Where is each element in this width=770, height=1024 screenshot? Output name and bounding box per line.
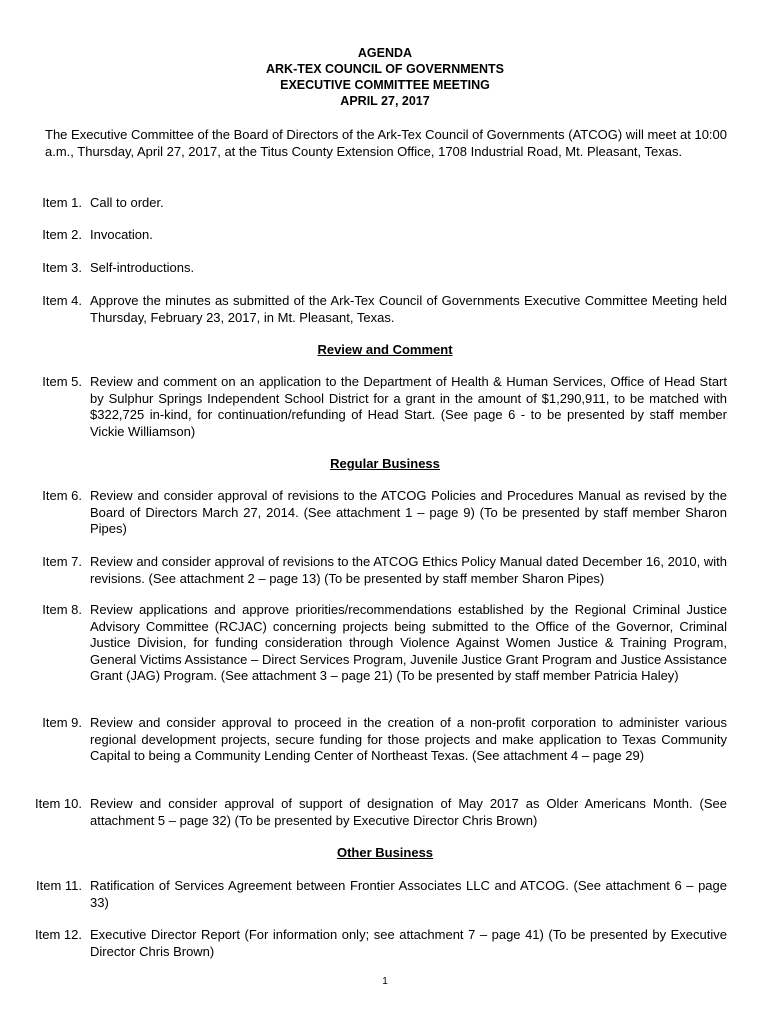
page-number: 1: [382, 976, 388, 987]
item-text: Review and consider approval of revisions to the ATCOG Policies and Procedures Manual as revised by the Board of Directors March 27, 2014. (See attachment 1 – page 9) (To be presented by staff member Sharon Pipes): [90, 488, 727, 536]
item-number: Item 3.: [42, 260, 82, 275]
item-text: Ratification of Services Agreement between Frontier Associates LLC and ATCOG. (See attachment 6 – page 33): [90, 878, 727, 910]
item-text: Executive Director Report (For information only; see attachment 7 – page 41) (To be presented by Executive Director Chris Brown): [90, 927, 727, 959]
item-text: Review and consider approval to proceed in the creation of a non-profit corporation to administer various regional development projects, secure funding for those projects and make application to Texas Community Capital to being a Community Lending Center of Northeast Texas. (See attachment 4 – page 29): [90, 715, 727, 763]
item-text: Review and consider approval of support of designation of May 2017 as Older Americans Month. (See attachment 5 – page 32) (To be presented by Executive Director Chris Brown): [90, 796, 727, 828]
item-text: Call to order.: [90, 195, 164, 210]
item-number: Item 2.: [42, 227, 82, 242]
section-other-business: Other Business: [336, 845, 434, 860]
intro-paragraph: The Executive Committee of the Board of Directors of the Ark-Tex Council of Governments (ATCOG) will meet at 10:00 a.m., Thursday, April 27, 2017, at the Titus County Extension Office, 1708 Industrial Road, Mt. Pleasant, Texas.: [45, 127, 727, 159]
agenda-header: [0, 45, 770, 109]
item-number: Item 8.: [42, 602, 82, 617]
item-text: Invocation.: [90, 227, 153, 242]
section-review-and-comment: Review and Comment: [317, 342, 453, 357]
item-number: Item 12.: [35, 927, 82, 942]
header-agenda: AGENDA: [357, 46, 413, 60]
item-number: Item 7.: [42, 554, 82, 569]
header-org: ARK-TEX COUNCIL OF GOVERNMENTS: [266, 62, 504, 76]
item-number: Item 5.: [42, 374, 82, 389]
item-text: Review and comment on an application to the Department of Health & Human Services, Office of Head Start by Sulphur Springs Independent School District for a grant in the amount of $1,290,911, to be matched with $322,725 in-kind, for continuation/refunding of Head Start. (See page 6 - to be presented by staff member Vickie Williamson): [90, 374, 727, 439]
header-date: APRIL 27, 2017: [340, 94, 430, 108]
item-number: Item 11.: [35, 878, 82, 893]
header-meeting: EXECUTIVE COMMITTEE MEETING: [280, 78, 490, 92]
item-number: Item 10.: [35, 796, 82, 811]
item-number: Item 6.: [42, 488, 82, 503]
item-number: Item 1.: [42, 195, 82, 210]
item-text: Self-introductions.: [90, 260, 195, 275]
item-text: Review and consider approval of revisions to the ATCOG Ethics Policy Manual dated December 16, 2010, with revisions. (See attachment 2 – page 13) (To be presented by staff member Sharon Pipes): [90, 554, 727, 586]
item-number: Item 9.: [42, 715, 82, 730]
item-text: Approve the minutes as submitted of the Ark-Tex Council of Governments Executive Committee Meeting held Thursday, February 23, 2017, in Mt. Pleasant, Texas.: [90, 293, 727, 325]
item-number: Item 4.: [42, 293, 82, 308]
section-regular-business: Regular Business: [330, 456, 440, 471]
item-text: Review applications and approve priorities/recommendations established by the Regional Criminal Justice Advisory Committee (RCJAC) concerning projects being submitted to the Office of the Governor, Criminal Justice Division, for funding consideration through Violence Against Women Justice & Training Program, General Victims Assistance – Direct Services Program, Juvenile Justice Grant Program and Justice Assistance Grant (JAG) Program. (See attachment 3 – page 21) (To be presented by staff member Patricia Haley): [90, 602, 727, 683]
